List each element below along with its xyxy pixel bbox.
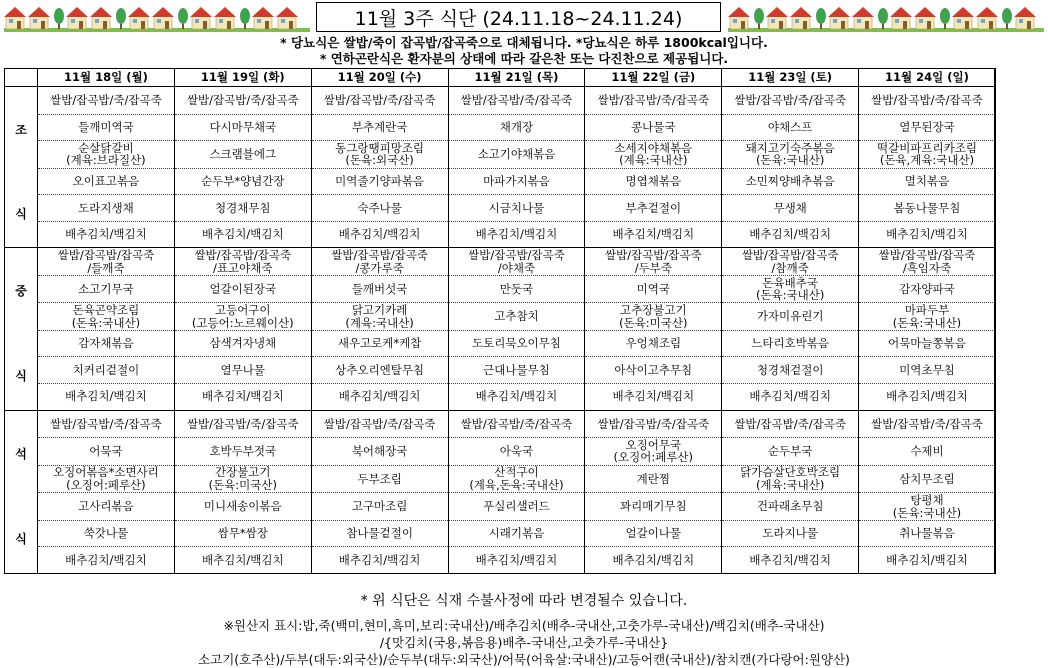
day-header: 11월 20일 (수) — [311, 69, 448, 87]
menu-item-name: 소세지야채볶음 — [614, 140, 693, 155]
menu-item: 부추계란국 — [311, 114, 448, 141]
menu-item: 소고기무국 — [38, 275, 175, 303]
menu-row — [5, 438, 996, 466]
menu-item: 배추김치/백김치 — [311, 383, 448, 410]
menu-item: 미역국 — [585, 275, 722, 303]
menu-item: 부추겉절이 — [585, 195, 722, 222]
menu-item — [38, 141, 175, 169]
menu-item: 배추김치/백김치 — [311, 547, 448, 574]
menu-item: 우엉채조림 — [585, 330, 722, 357]
menu-item: 쌀밥/잡곡밥/죽/잡곡죽 — [722, 410, 859, 438]
menu-item: 도라지나물 — [722, 520, 859, 547]
menu-item: 아삭이고추무침 — [585, 357, 722, 384]
menu-item-origin: /콩가루죽 — [355, 260, 404, 275]
menu-item-origin: /참깨죽 — [771, 260, 809, 275]
menu-item-origin: /들깨죽 — [87, 260, 125, 275]
menu-item-origin: (오징어:페루산) — [66, 477, 146, 492]
menu-item: 배추김치/백김치 — [174, 547, 311, 574]
menu-item: 명엽채볶음 — [585, 168, 722, 195]
menu-item: 고추참치 — [448, 303, 585, 331]
menu-item: 콩나물국 — [585, 114, 722, 141]
menu-item: 미니새송이볶음 — [174, 493, 311, 521]
menu-item: 수제비 — [859, 438, 996, 466]
menu-item-origin: (돈육:국내산) — [755, 288, 825, 303]
menu-row — [5, 248, 996, 276]
menu-item-origin: /야채죽 — [497, 260, 536, 275]
menu-item: 쌀밥/잡곡밥/죽/잡곡죽 — [174, 87, 311, 115]
meal-label-char: 식 — [15, 368, 27, 383]
change-notice: * 위 식단은 식재 수불사정에 따라 변경될수 있습니다. — [360, 593, 688, 609]
menu-item — [311, 303, 448, 331]
meal-label-char: 중 — [15, 284, 27, 299]
menu-item-origin: (계육:국내산) — [345, 315, 414, 330]
menu-item: 미역줄기양파볶음 — [311, 168, 448, 195]
menu-item: 쌀밥/잡곡밥/죽/잡곡죽 — [174, 410, 311, 438]
menu-item — [722, 248, 859, 276]
diet-note-dysphagia: * 연하곤란식은 환자분의 상태에 따라 갈은찬 또는 다진찬으로 제공됩니다. — [319, 51, 729, 66]
menu-row — [5, 520, 996, 547]
menu-item: 느타리호박볶음 — [722, 330, 859, 357]
menu-item: 쌀밥/잡곡밥/죽/잡곡죽 — [311, 87, 448, 115]
menu-item — [38, 248, 175, 276]
menu-item-name: 떡갈비파프리카조림 — [876, 140, 977, 155]
menu-row — [5, 221, 996, 248]
menu-item: 무생채 — [722, 195, 859, 222]
menu-row — [5, 547, 996, 574]
menu-item: 참나물겉절이 — [311, 520, 448, 547]
menu-item: 배추김치/백김치 — [859, 547, 996, 574]
village-houses-icon — [4, 4, 310, 32]
meal-label-char: 석 — [15, 447, 27, 462]
menu-item: 쑥갓나물 — [38, 520, 175, 547]
menu-item: 고구마조림 — [311, 493, 448, 521]
menu-item: 야채스프 — [722, 114, 859, 141]
menu-item: 미역초무침 — [859, 357, 996, 384]
menu-item: 상추오리엔탈무침 — [311, 357, 448, 384]
menu-item: 푸실리샐러드 — [448, 493, 585, 521]
menu-item-name: 산적구이 — [494, 465, 539, 480]
menu-item: 쌀밥/잡곡밥/죽/잡곡죽 — [585, 410, 722, 438]
meal-label — [5, 87, 38, 248]
origin-line: ※원산지 표시:밥,죽(백미,현미,흑미,보리:국내산)/배추김치(배추-국내산,고춧가루-국내산)/백김치(배추-국내산) — [223, 618, 825, 633]
menu-item: 도라지생채 — [38, 195, 175, 222]
menu-item — [311, 248, 448, 276]
menu-item-origin: /표고야채죽 — [213, 260, 273, 275]
menu-row — [5, 330, 996, 357]
menu-item-origin: /두부죽 — [634, 260, 672, 275]
menu-row — [5, 410, 996, 438]
menu-item: 새우고로케*케찹 — [311, 330, 448, 357]
menu-item — [859, 141, 996, 169]
menu-item-name: 쌀밥/잡곡밥/잡곡죽 — [468, 248, 565, 262]
menu-item-name: 쌀밥/잡곡밥/잡곡죽 — [741, 248, 839, 262]
menu-item: 쌀밥/잡곡밥/죽/잡곡죽 — [38, 410, 175, 438]
menu-item-origin: (돈육:국내산) — [892, 315, 962, 330]
menu-item-origin: (돈육:미국산) — [208, 477, 277, 492]
menu-item: 배추김치/백김치 — [38, 547, 175, 574]
menu-item-name: 동그랑땡피망조림 — [335, 140, 425, 155]
menu-item — [585, 438, 722, 466]
menu-item: 채개장 — [448, 114, 585, 141]
menu-item: 감자양파국 — [859, 275, 996, 303]
menu-item: 열무된장국 — [859, 114, 996, 141]
menu-item: 청경채무침 — [174, 195, 311, 222]
menu-item-name: 탕평채 — [910, 493, 944, 508]
menu-item: 쌀밥/잡곡밥/죽/잡곡죽 — [722, 87, 859, 115]
menu-item: 어묵마늘쫑볶음 — [859, 330, 996, 357]
menu-item-name: 쌀밥/잡곡밥/잡곡죽 — [878, 248, 976, 262]
meal-label-char: 조 — [15, 122, 27, 137]
menu-item-name: 쌀밥/잡곡밥/잡곡죽 — [57, 248, 155, 262]
menu-item-name: 돈육배추국 — [762, 275, 818, 290]
menu-item: 치커리겉절이 — [38, 357, 175, 384]
menu-item-origin: (계육:국내산) — [755, 477, 825, 492]
menu-item: 배추김치/백김치 — [311, 221, 448, 248]
menu-item: 근대나물무침 — [448, 357, 585, 384]
menu-item: 마파가지볶음 — [448, 168, 585, 195]
menu-item — [174, 248, 311, 276]
menu-row — [5, 357, 996, 384]
menu-item: 삼치무조림 — [859, 465, 996, 493]
menu-item: 순두부국 — [722, 438, 859, 466]
menu-item: 배추김치/백김치 — [585, 221, 722, 248]
menu-item: 소고기야채볶음 — [448, 141, 585, 169]
menu-row — [5, 168, 996, 195]
menu-item: 배추김치/백김치 — [585, 547, 722, 574]
menu-item: 쌀밥/잡곡밥/죽/잡곡죽 — [585, 87, 722, 115]
menu-item — [311, 141, 448, 169]
menu-item-origin: (돈육:미국산) — [619, 315, 688, 330]
menu-item: 배추김치/백김치 — [448, 221, 585, 248]
menu-item: 북어해장국 — [311, 438, 448, 466]
menu-item — [38, 465, 175, 493]
menu-item: 배추김치/백김치 — [722, 547, 859, 574]
menu-item-name: 쌀밥/잡곡밥/잡곡죽 — [331, 248, 428, 262]
menu-item: 소민찌양배추볶음 — [722, 168, 859, 195]
village-houses-icon — [728, 4, 1044, 32]
menu-item: 취나물볶음 — [859, 520, 996, 547]
menu-item: 멸치볶음 — [859, 168, 996, 195]
menu-item-name: 쌀밥/잡곡밥/잡곡죽 — [604, 248, 702, 262]
menu-row — [5, 493, 996, 521]
menu-item: 쌀밥/잡곡밥/죽/잡곡죽 — [448, 410, 585, 438]
menu-item: 고사리볶음 — [38, 493, 175, 521]
menu-item: 숙주나물 — [311, 195, 448, 222]
menu-item: 건파래초무침 — [722, 493, 859, 521]
menu-item: 배추김치/백김치 — [38, 221, 175, 248]
menu-item: 꽈리매기무침 — [585, 493, 722, 521]
menu-item-name: 간장불고기 — [214, 465, 271, 480]
day-header: 11월 18일 (월) — [38, 69, 175, 87]
menu-item-origin: (돈육:국내산) — [71, 315, 141, 330]
menu-item: 배추김치/백김치 — [859, 221, 996, 248]
meal-label-char: 식 — [15, 207, 27, 222]
menu-item: 시래기볶음 — [448, 520, 585, 547]
menu-item-origin: (계육:국내산) — [619, 153, 688, 168]
menu-item-name: 닭가슴살단호박조림 — [740, 465, 841, 480]
menu-item-name: 오징어무국 — [625, 437, 682, 452]
menu-item: 쌀밥/잡곡밥/죽/잡곡죽 — [859, 87, 996, 115]
origin-line: 소고기(호주산)/두부(대두:외국산)/순두부(대두:외국산)/어묵(어육살:국내산)/고등어캔(국내산)/참치캔(가다랑어:원양산) — [198, 652, 850, 667]
menu-item: 쌀밥/잡곡밥/죽/잡곡죽 — [448, 87, 585, 115]
menu-item: 배추김치/백김치 — [585, 383, 722, 410]
menu-item-origin: (돈육,계육:국내산) — [879, 153, 975, 168]
menu-item-origin: /흑임자죽 — [902, 260, 952, 275]
menu-item: 쌈무*쌈장 — [174, 520, 311, 547]
page-title: 11월 3주 식단 (24.11.18~24.11.24) — [316, 2, 721, 32]
menu-item — [174, 303, 311, 331]
menu-item — [448, 248, 585, 276]
menu-item: 배추김치/백김치 — [722, 221, 859, 248]
menu-item-origin: (고등어:노르웨이산) — [191, 315, 294, 330]
menu-item: 가자미유린기 — [722, 303, 859, 331]
meal-label — [5, 410, 38, 574]
menu-row — [5, 195, 996, 222]
menu-row — [5, 275, 996, 303]
menu-item: 쌀밥/잡곡밥/죽/잡곡죽 — [38, 87, 175, 115]
menu-item — [585, 303, 722, 331]
menu-item-name: 돼지고기숙주볶음 — [745, 140, 835, 155]
menu-item: 어묵국 — [38, 438, 175, 466]
menu-item-name: 닭고기카레 — [351, 303, 408, 318]
diet-note-diabetes: * 당뇨식은 쌀밥/죽이 잡곡밥/잡곡죽으로 대체됩니다. *당뇨식은 하루 1800kcal입니다. — [280, 35, 768, 50]
menu-item-origin: (돈육:외국산) — [345, 153, 414, 168]
menu-item: 순두부*양념간장 — [174, 168, 311, 195]
menu-item: 배추김치/백김치 — [174, 383, 311, 410]
menu-item: 두부조림 — [311, 465, 448, 493]
menu-item: 배추김치/백김치 — [38, 383, 175, 410]
menu-item — [859, 493, 996, 521]
menu-row — [5, 141, 996, 169]
menu-row — [5, 465, 996, 493]
menu-item — [722, 465, 859, 493]
menu-item: 스크램블에그 — [174, 141, 311, 169]
day-header-row — [5, 69, 996, 87]
menu-item: 청경채겉절이 — [722, 357, 859, 384]
menu-item — [174, 465, 311, 493]
menu-row — [5, 303, 996, 331]
menu-item: 오이표고볶음 — [38, 168, 175, 195]
menu-item: 배추김치/백김치 — [448, 383, 585, 410]
menu-item: 쌀밥/잡곡밥/죽/잡곡죽 — [311, 410, 448, 438]
menu-item: 열무나물 — [174, 357, 311, 384]
menu-item-origin: (오징어:페루산) — [613, 450, 694, 465]
menu-item-name: 고추장불고기 — [619, 303, 687, 318]
menu-item: 아욱국 — [448, 438, 585, 466]
menu-row — [5, 87, 996, 115]
menu-item: 배추김치/백김치 — [174, 221, 311, 248]
menu-item — [585, 141, 722, 169]
menu-item-origin: (돈육:국내산) — [755, 153, 825, 168]
menu-item: 얼갈이된장국 — [174, 275, 311, 303]
meal-label-char: 식 — [15, 531, 27, 546]
day-header: 11월 24일 (일) — [859, 69, 996, 87]
menu-item-origin: (돈육:국내산) — [892, 505, 962, 520]
menu-item-origin: (계육:브라질산) — [66, 153, 146, 168]
weekly-menu-table — [4, 68, 996, 574]
menu-item: 도토리묵오이무침 — [448, 330, 585, 357]
menu-item: 계란찜 — [585, 465, 722, 493]
menu-item-name: 오징어볶음*소면사리 — [53, 465, 159, 480]
menu-item: 시금치나물 — [448, 195, 585, 222]
menu-item-name: 쌀밥/잡곡밥/잡곡죽 — [194, 248, 292, 262]
meal-label — [5, 248, 38, 410]
menu-item: 호박두부젓국 — [174, 438, 311, 466]
menu-item — [448, 465, 585, 493]
menu-item — [859, 303, 996, 331]
menu-item: 삼색겨자냉채 — [174, 330, 311, 357]
menu-item — [38, 303, 175, 331]
day-header: 11월 22일 (금) — [585, 69, 722, 87]
day-header: 11월 23일 (토) — [722, 69, 859, 87]
menu-item-name: 고등어구이 — [214, 303, 271, 318]
menu-item: 들깨버섯국 — [311, 275, 448, 303]
corner-cell — [5, 69, 38, 87]
menu-item-name: 순살닭갈비 — [78, 140, 134, 155]
menu-item: 배추김치/백김치 — [448, 547, 585, 574]
menu-row — [5, 114, 996, 141]
day-header: 11월 19일 (화) — [174, 69, 311, 87]
menu-item: 들깨미역국 — [38, 114, 175, 141]
menu-item-origin: (계육,돈육:국내산) — [469, 477, 564, 492]
menu-item: 감자채볶음 — [38, 330, 175, 357]
menu-item — [859, 248, 996, 276]
menu-item: 만둣국 — [448, 275, 585, 303]
menu-item-name: 마파두부 — [904, 303, 950, 318]
village-decoration-left — [4, 4, 310, 32]
menu-item — [722, 141, 859, 169]
menu-item — [722, 275, 859, 303]
menu-item: 쌀밥/잡곡밥/죽/잡곡죽 — [859, 410, 996, 438]
menu-item — [585, 248, 722, 276]
village-decoration-right — [728, 4, 1044, 32]
menu-row — [5, 383, 996, 410]
day-header: 11월 21일 (목) — [448, 69, 585, 87]
menu-item: 봄동나물무침 — [859, 195, 996, 222]
menu-item: 배추김치/백김치 — [722, 383, 859, 410]
menu-item: 얼갈이나물 — [585, 520, 722, 547]
origin-line: /{맛김치(국용,볶음용)배추-국내산,고춧가루-국내산} — [379, 635, 669, 650]
menu-item: 배추김치/백김치 — [859, 383, 996, 410]
menu-item-name: 돈육곤약조림 — [72, 303, 140, 318]
menu-item: 다시마무채국 — [174, 114, 311, 141]
